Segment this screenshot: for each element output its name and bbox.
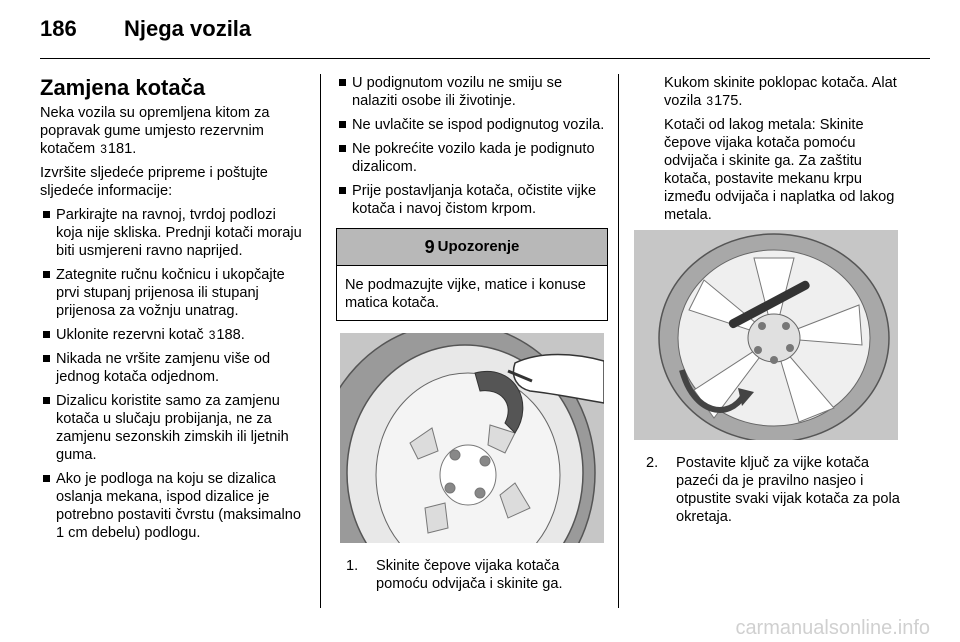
list-item: Nikada ne vršite zamjenu više od jednog kotača odjednom. xyxy=(40,350,305,386)
list-item: Uklonite rezervni kotač 3188. xyxy=(40,326,305,344)
warning-title: Upozorenje xyxy=(437,238,520,255)
column-3 xyxy=(636,74,902,526)
section-title: Njega vozila xyxy=(124,16,252,41)
wheel-wrench-illustration xyxy=(634,230,898,440)
list-item: Ako je podloga na koju se dizalica oslanja mekana, ispod dizalice je potrebno postaviti čvrstu (maksimalno 1 cm debelu) podlogu. xyxy=(40,470,305,542)
list-item: Parkirajte na ravnoj, tvrdoj podlozi koja nije skliska. Prednji kotači moraju biti usmjereni ravno naprijed. xyxy=(40,206,305,260)
reference-arrow-icon: 3 xyxy=(706,94,714,108)
page-number: 186 xyxy=(40,16,77,41)
steps-list xyxy=(336,557,608,593)
list-item: Ne pokrećite vozilo kada je podignuto dizalicom. xyxy=(336,140,608,176)
alloy-wheel-paragraph: Kotači od lakog metala: Skinite čepove vijaka kotača pomoću odvijača i skinite ga. Za zaštitu kotača, postavite mekanu krpu između odvijača i naplatka od lakog metala. xyxy=(664,117,895,223)
prep-paragraph: Izvršite sljedeće pripreme i poštujte sljedeće informacije: xyxy=(40,165,268,199)
watermark: carmanualsonline.info xyxy=(735,617,930,639)
intro-paragraph: Neka vozila su opremljena kitom za popravak gume umjesto rezervnim kotačem 3181. xyxy=(40,105,270,157)
safety-list xyxy=(336,74,608,218)
steps-list xyxy=(636,454,902,526)
column-divider xyxy=(618,74,619,608)
list-item: U podignutom vozilu ne smiju se nalaziti osobe ili životinje. xyxy=(336,74,608,110)
warning-header xyxy=(337,229,607,266)
warning-triangle-icon: 9 xyxy=(424,237,435,257)
list-item: Prije postavljanja kotača, očistite vijke kotača i navoj čistom krpom. xyxy=(336,182,608,218)
step-item: 1. Skinite čepove vijaka kotača pomoću odvijača i skinite ga. xyxy=(346,558,563,592)
reference-arrow-icon: 3 xyxy=(100,142,107,156)
hubcap-paragraph: Kukom skinite poklopac kotača. Alat vozila 3175. xyxy=(664,75,897,109)
reference-arrow-icon: 3 xyxy=(208,328,216,342)
warning-text: Ne podmazujte vijke, matice i konuse matica kotača. xyxy=(345,277,586,311)
list-item: Ne uvlačite se ispod podignutog vozila. xyxy=(336,116,608,134)
list-item: Dizalicu koristite samo za zamjenu kotača u slučaju probijanja, ne za zamjenu sezonskih zimskih ili ljetnih guma. xyxy=(40,392,305,464)
step-item: 2. Postavite ključ za vijke kotača pazeći da je pravilno nasjeo i otpustite svaki vijak kotača za pola okretaja. xyxy=(646,455,900,525)
header-rule xyxy=(40,58,930,59)
prep-list xyxy=(40,206,305,542)
column-divider xyxy=(320,74,321,608)
step-number: 1. xyxy=(346,558,359,574)
hubcap-removal-illustration xyxy=(340,333,604,543)
warning-box xyxy=(336,228,608,321)
list-item: Zategnite ručnu kočnicu i ukopčajte prvi stupanj prijenosa ili stupanj prijenosa za vožnju unatrag. xyxy=(40,266,305,320)
column-1 xyxy=(40,74,305,548)
step-number: 2. xyxy=(646,455,659,471)
column-2 xyxy=(336,74,608,593)
page-heading: Zamjena kotača xyxy=(40,75,206,100)
page-header xyxy=(40,16,930,60)
